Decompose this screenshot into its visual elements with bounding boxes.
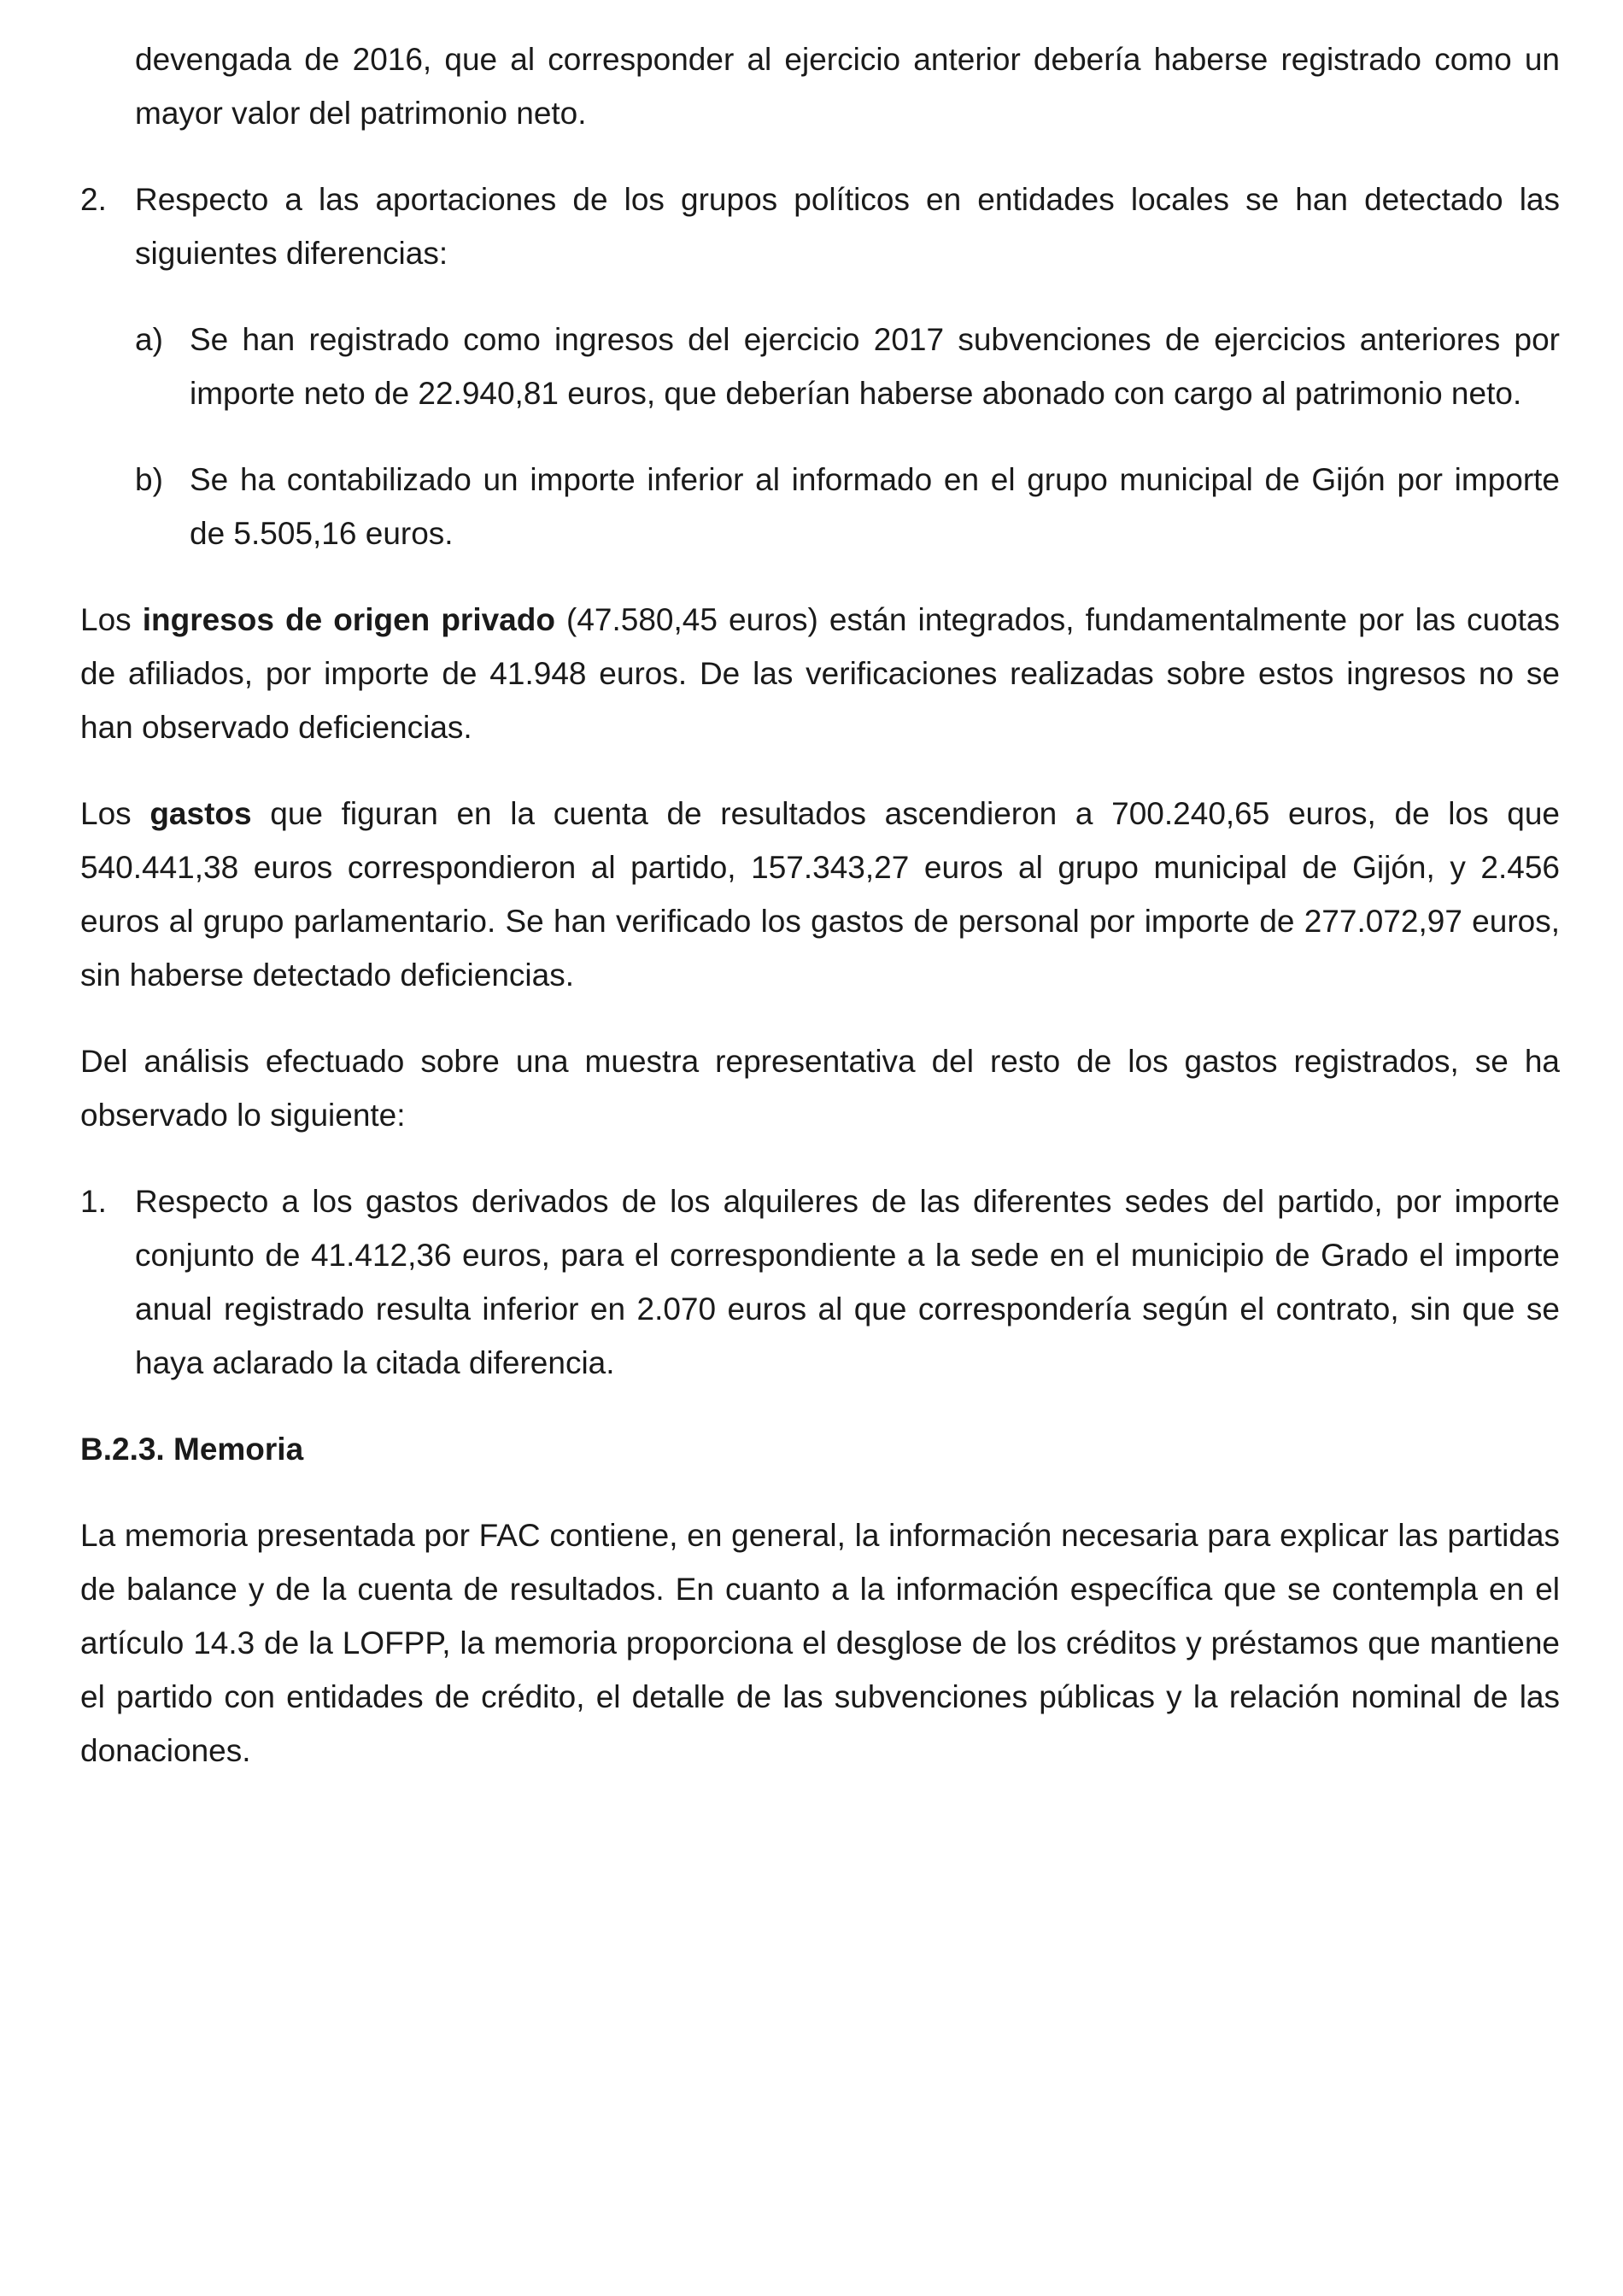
list-number: 1.	[80, 1184, 107, 1219]
sublist-item-text: Se ha contabilizado un importe inferior al informado en el grupo municipal de Gijón por importe de 5.505,16 euros.	[190, 462, 1560, 551]
list-item-text: Respecto a las aportaciones de los grupos políticos en entidades locales se han detectado las siguientes diferencias:	[135, 182, 1560, 271]
continuation-paragraph: devengada de 2016, que al corresponder al ejercicio anterior debería haberse registrado como un mayor valor del patrimonio neto.	[135, 42, 1560, 131]
analisis-paragraph: Del análisis efectuado sobre una muestra representativa del resto de los gastos registrados, se ha observado lo siguiente:	[80, 1044, 1560, 1133]
list-item-text: Respecto a los gastos derivados de los alquileres de las diferentes sedes del partido, por importe conjunto de 41.412,36 euros, para el correspondiente a la sede en el municipio de Grado el importe anual registrado resulta inferior en 2.070 euros al que correspondería según el contrato, sin que se haya aclarado la citada diferencia.	[135, 1184, 1560, 1380]
sublist-item-a	[80, 313, 1560, 420]
memoria-paragraph: La memoria presentada por FAC contiene, en general, la información necesaria para explicar las partidas de balance y de la cuenta de resultados. En cuanto a la información específica que se contempla en el artículo 14.3 de la LOFPP, la memoria proporciona el desglose de los créditos y préstamos que mantiene el partido con entidades de crédito, el detalle de las subvenciones públicas y la relación nominal de las donaciones.	[80, 1518, 1560, 1768]
list-item-2	[80, 173, 1560, 280]
list-number: 2.	[80, 182, 107, 217]
section-heading: B.2.3. Memoria	[80, 1432, 304, 1467]
bold-term: ingresos de origen privado	[142, 602, 555, 637]
sublist-label: a)	[135, 322, 163, 357]
document-page	[80, 32, 1560, 1778]
paragraph-lead: Los	[80, 602, 143, 637]
ingresos-privados-paragraph	[80, 593, 1560, 754]
sublist-item-b	[80, 453, 1560, 560]
paragraph-rest: que figuran en la cuenta de resultados ascendieron a 700.240,65 euros, de los que 540.441,38 euros correspondieron al partido, 157.343,27 euros al grupo municipal de Gijón, y 2.456 euros al grupo parlamentario. Se han verificado los gastos de personal por importe de 277.072,97 euros, sin haberse detectado deficiencias.	[80, 796, 1560, 993]
sublist-item-text: Se han registrado como ingresos del ejercicio 2017 subvenciones de ejercicios anteriores por importe neto de 22.940,81 euros, que deberían haberse abonado con cargo al patrimonio neto.	[190, 322, 1560, 411]
sublist-label: b)	[135, 462, 163, 497]
paragraph-lead: Los	[80, 796, 150, 831]
paragraph-rest: (47.580,45 euros) están integrados, fundamentalmente por las cuotas de afiliados, por importe de 41.948 euros. De las verificaciones realizadas sobre estos ingresos no se han observado deficiencias.	[80, 602, 1561, 745]
bold-term: gastos	[149, 796, 252, 831]
gastos-paragraph	[80, 787, 1560, 1002]
list-item-1	[80, 1174, 1560, 1390]
